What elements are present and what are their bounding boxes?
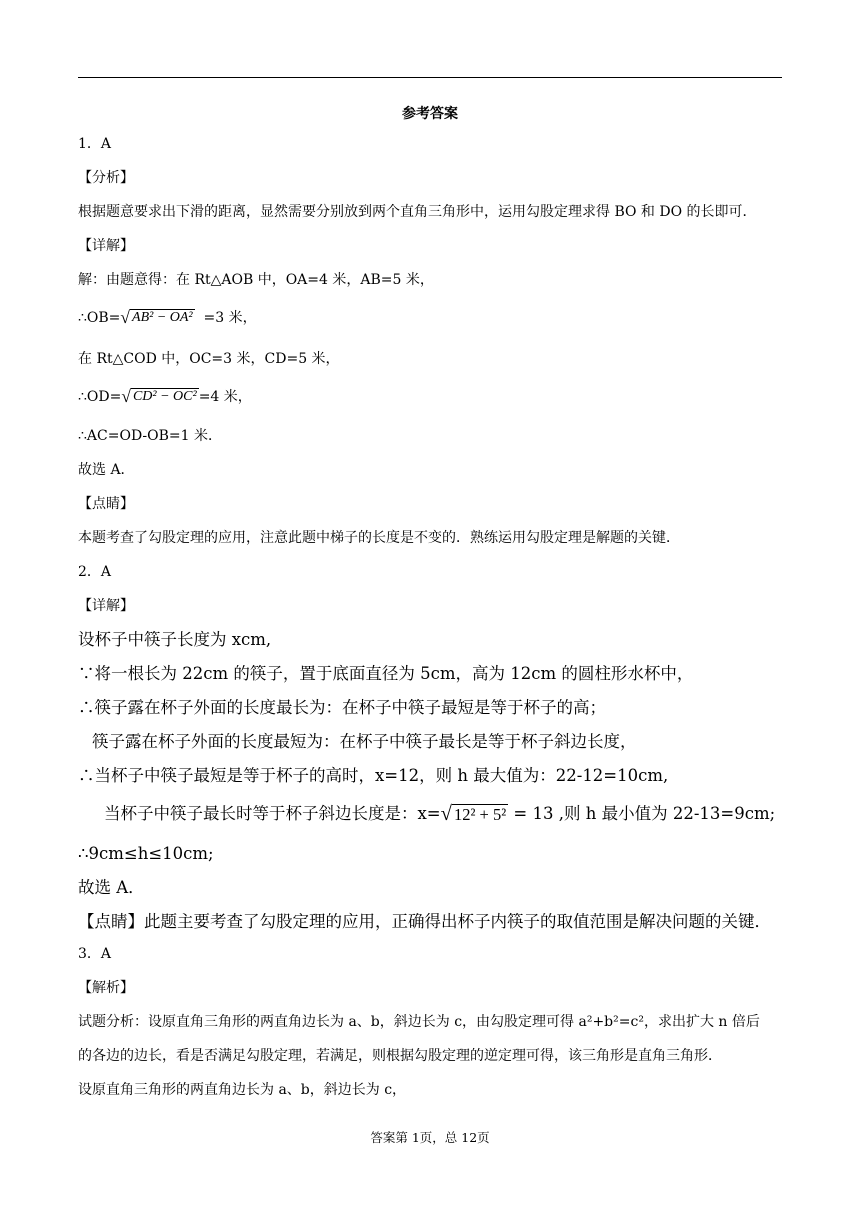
q1-line-2-post: =3 米，: [203, 310, 257, 326]
q1-line-2-pre: ∴OB=: [78, 310, 121, 326]
q2-line-6-post: ,则 h 最小值为 22-13=9cm;: [558, 804, 776, 823]
q1-comment-text: 本题考查了勾股定理的应用，注意此题中梯子的长度是不变的．熟练运用勾股定理是解题的关键．: [78, 530, 680, 546]
q1-od-radical: √ CD² − OC²: [121, 386, 197, 407]
q1-line-1: 解：由题意得：在 Rt△AOB 中，OA=4 米，AB=5 米，: [78, 272, 434, 288]
q1-analysis-tag: 【分析】: [78, 170, 134, 186]
q1-od-radicand: CD² − OC²: [132, 389, 197, 405]
q1-line-4-pre: ∴OD=: [78, 389, 122, 405]
q2-line-1: 设杯子中筷子长度为 xcm,: [78, 630, 272, 649]
q3-line-2: 的各边的边长，看是否满足勾股定理，若满足，则根据勾股定理的逆定理可得，该三角形是直角三角形．: [78, 1048, 722, 1064]
q2-comment: [78, 910, 771, 934]
q2-hypotenuse-radicand: 12² + 5²: [453, 805, 507, 825]
q1-line-4: [78, 387, 252, 407]
page-footer: 答案第 1页，总 12页: [370, 1130, 490, 1145]
q2-line-6-eq: = 13: [513, 804, 554, 823]
q2-line-4: 筷子露在杯子外面的长度最短为：在杯子中筷子最长是等于杯子斜边长度，: [92, 732, 637, 751]
q3-line-3: 设原直角三角形的两直角边长为 a、b，斜边长为 c，: [78, 1082, 407, 1098]
q2-line-7: ∴9cm≤h≤10cm;: [78, 844, 214, 863]
q1-line-2: [78, 308, 257, 328]
q2-answer: 2．A: [78, 564, 112, 580]
q1-ob-radical: √ AB² − OA²: [120, 307, 193, 328]
q1-answer: 1．A: [78, 136, 112, 152]
q1-line-6: 故选 A．: [78, 462, 135, 478]
q2-comment-text: 此题主要考查了勾股定理的应用，正确得出杯子内筷子的取值范围是解决问题的关键．: [144, 912, 771, 931]
q2-comment-tag: 【点睛】: [78, 912, 144, 931]
q1-line-4-post: =4 米，: [198, 389, 252, 405]
q3-line-1: 试题分析：设原直角三角形的两直角边长为 a、b，斜边长为 c，由勾股定理可得 a²+b²=c²，求出扩大 n 倍后: [78, 1014, 760, 1030]
q2-line-6-pre: 当杯子中筷子最长时等于杯子斜边长度是：x=: [104, 804, 441, 823]
q3-answer: 3．A: [78, 946, 112, 962]
q3-analysis-tag: 【解析】: [78, 980, 134, 996]
q1-detail-tag: 【详解】: [78, 238, 134, 254]
q1-line-5: ∴AC=OD-OB=1 米．: [78, 428, 223, 444]
q2-line-2: ∵将一根长为 22cm 的筷子，置于底面直径为 5cm，高为 12cm 的圆柱形水杯中，: [78, 664, 694, 683]
q2-line-8: 故选 A．: [78, 878, 145, 897]
q2-line-6: [104, 802, 775, 826]
q2-line-5: ∴当杯子中筷子最短是等于杯子的高时，x=12，则 h 最大值为：22-12=10cm,: [78, 766, 669, 785]
header-rule: [78, 77, 782, 78]
q1-analysis-text: 根据题意要求出下滑的距离，显然需要分别放到两个直角三角形中，运用勾股定理求得 BO 和 DO 的长即可．: [78, 204, 757, 220]
q1-line-3: 在 Rt△COD 中，OC=3 米，CD=5 米，: [78, 351, 340, 367]
q2-line-3: ∴筷子露在杯子外面的长度最长为：在杯子中筷子最短是等于杯子的高；: [78, 698, 606, 717]
q1-comment-tag: 【点睛】: [78, 496, 134, 512]
q2-detail-tag: 【详解】: [78, 598, 134, 614]
q1-ob-radicand: AB² − OA²: [132, 310, 193, 326]
page-title: 参考答案: [402, 106, 458, 122]
q2-hypotenuse-radical: √ 12² + 5²: [440, 803, 507, 826]
